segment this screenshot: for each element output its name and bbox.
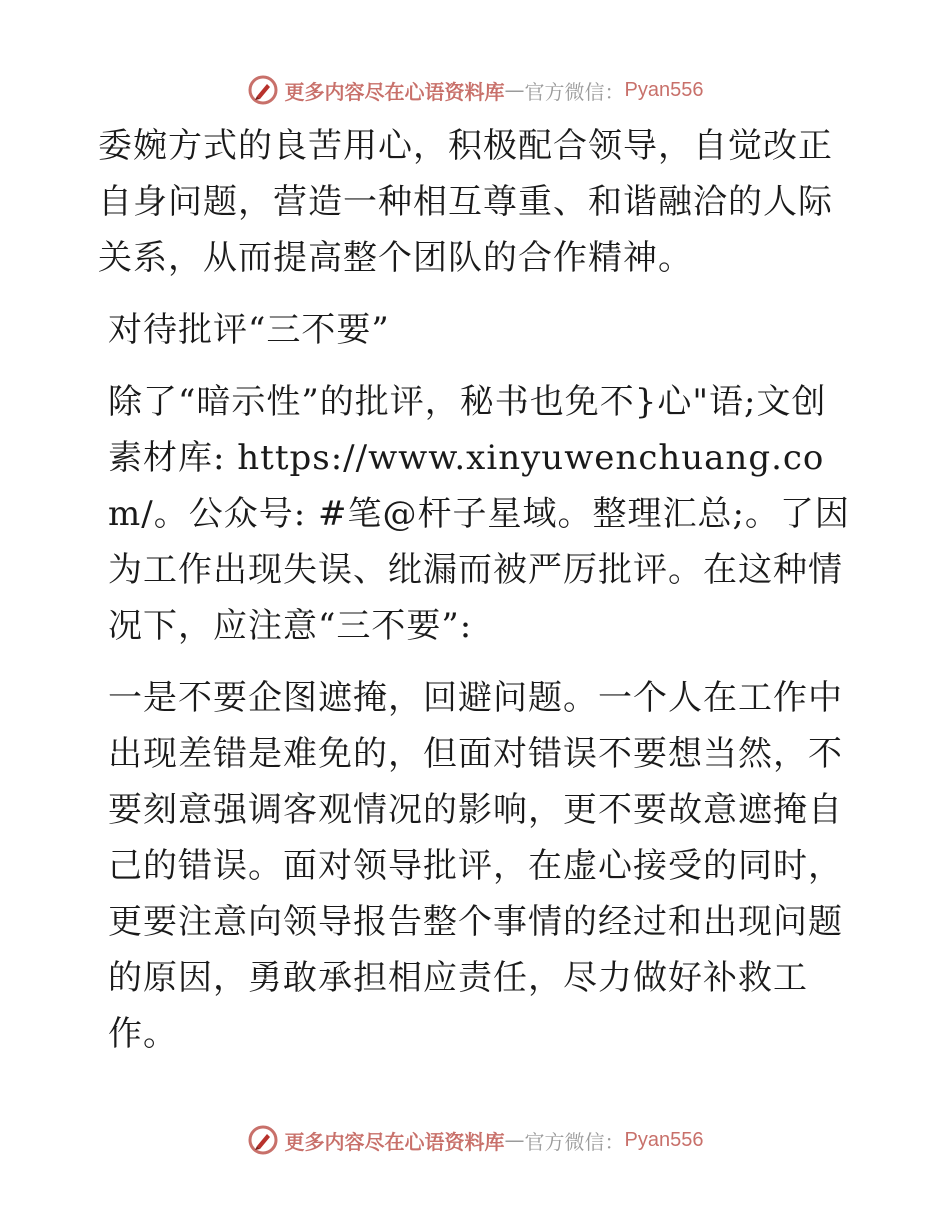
banner-wechat-id: Pyan556: [624, 1128, 704, 1151]
banner-wechat-label: 官方微信：: [524, 1129, 625, 1154]
pen-nib-logo-icon: [247, 74, 279, 106]
banner-brand: 更多内容尽在心语资料库: [284, 1129, 505, 1154]
footer-banner: [0, 1120, 950, 1160]
paragraph-point-one: 一是不要企图遮掩，回避问题。一个人在工作中出现差错是难免的，但面对错误不要想当然，不要刻意强调客观情况的影响，更不要故意遮掩自己的错误。面对领导批评，在虚心接受的同时，更要注意向领导报告整个事情的经过和出现问题的原因，勇敢承担相应责任，尽力做好补救工作。: [108, 678, 843, 1054]
banner-separator: —: [504, 78, 525, 102]
paragraph-continuation: 委婉方式的良苦用心，积极配合领导，自觉改正自身问题，营造一种相互尊重、和谐融洽的人际关系，从而提高整个团队的合作精神。: [98, 126, 833, 278]
banner-separator: —: [504, 1128, 525, 1152]
banner-wechat-label: 官方微信：: [524, 79, 625, 104]
section-heading: 对待批评“三不要”: [108, 310, 390, 350]
banner-wechat-id: Pyan556: [624, 78, 704, 101]
pen-nib-logo-icon: [247, 1124, 279, 1156]
paragraph-intro: 除了“暗示性”的批评，秘书也免不}心"语;文创素材库: https://www.xinyuwenchuang.com/。公众号: #笔@杆子星域。整理汇总;。了因为工作出现失误、纰漏而被严厉批评。在这种情况下，应注意“三不要”:: [108, 382, 850, 646]
banner-brand: 更多内容尽在心语资料库: [284, 79, 505, 104]
header-banner: [0, 70, 950, 110]
document-body: [98, 118, 858, 1078]
